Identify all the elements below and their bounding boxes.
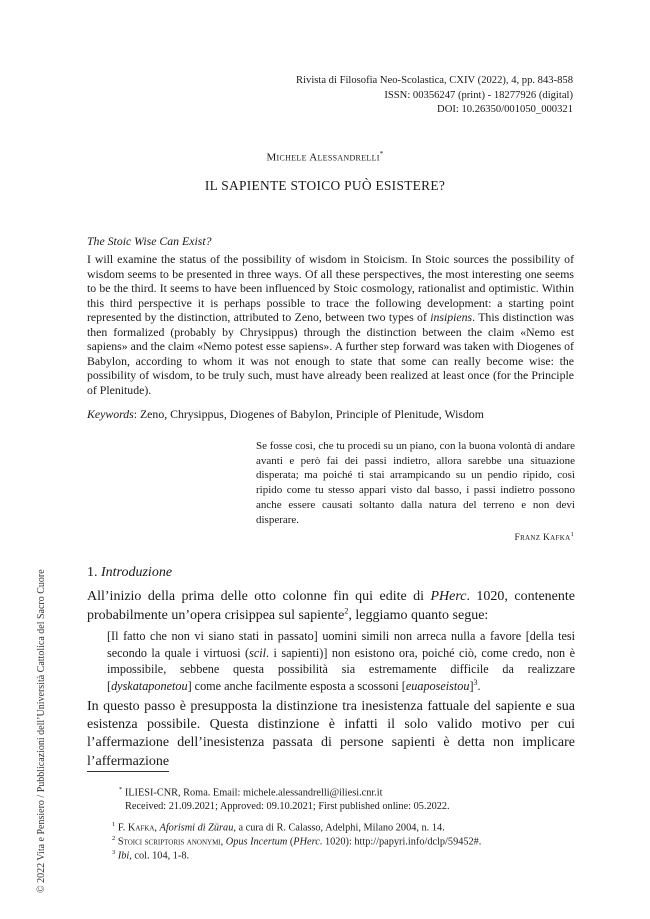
journal-header [296,74,573,118]
body-paragraph-2: In questo passo è presupposta la distinzione tra inesistenza fattuale del sapiente e sua esistenza possibile. Questa distinzione è infatti il solo valido motivo per cui l’affermazione dell’inesistenza passata di persone sapienti è detta non implicare l’affermazione [87,699,575,769]
journal-citation: Rivista di Filosofia Neo-Scolastica, CXIV (2022), 4, pp. 843-858 [296,75,573,86]
block-quote: [Il fatto che non vi siano stati in passato] uomini simili non arreca nulla a favore [della tesi secondo la quale i virtuosi (scil. i sapienti)] non esistono ora, poiché ciò, come credo, non è impossibile, sebbene questa possibilità sia estremamente difficile da realizzare [dyskataponetou] come anche facilmente esposta a scossoni [euaposeistou]$^3$. [107,629,575,693]
section-heading: 1. Introduzione [87,565,173,580]
abstract-title: The Stoic Wise Can Exist? [87,234,212,248]
keywords-list: : Zeno, Chrysippus, Diogenes of Babylon, Principle of Plenitude, Wisdom [133,407,484,421]
footnote-author: * ILIESI-CNR, Roma. Email: michele.alessandrelli@iliesi.cnr.it Received: 21.09.2021; Approved: 09.10.2021; First published online: 05.2022. [119,786,450,813]
footnote-1: $^1$ F. Kafka, Aforismi di Zürau, a cura di R. Calasso, Adelphi, Milano 2004, n. 14. [112,821,445,834]
epigraph-author: Franz Kafka$^1$ [514,531,574,544]
copyright-sidebar: © 2022 Vita e Pensiero / Pubblicazioni dell’Università Cattolica del Sacro Cuore [36,569,47,893]
footnote-ref-3: 3 [473,677,478,687]
doi-line: DOI: 10.26350/001050_000321 [437,104,573,115]
author-footnote-mark: * [379,150,384,158]
author-name: Michele Alessandrelli* [266,150,384,164]
epigraph-quote: Se fosse così, che tu procedi su un piano, con la buona volontà di andare avanti e però fai dei passi indietro, allora sarebbe una situazione disperata; ma poiché ti stai arrampicando su un pendio ripido, così ripido come tu stesso appari visto dal basso, i passi indietro possono anche essere causati soltanto dalla natura del terreno e non devi disperare. [256,440,575,526]
footnote-2: $^2$ Stoici scriptoris anonymi, Opus Incertum (PHerc. 1020): http://papyri.info/dclp/59452#. [112,835,482,848]
footnote-3: $^3$ Ibi, col. 104, 1-8. [112,849,190,862]
abstract-text: I will examine the status of the possibility of wisdom in Stoicism. In Stoic sources the possibility of wisdom seems to be presented in three ways. Of all these perspectives, the most interesting one seems to be the third. It seems to have been influenced by Stoic cosmology, rationalist and optimistic. Within this third perspective it is perhaps possible to trace the following development: a starting point represented by the distinction, attributed to Zeno, between two types of insipiens. This distinction was then formalized (probably by Chrysippus) through the distinction between the claim «Nemo est sapiens» and the claim «Nemo potest esse sapiens». A further step forward was taken with Diogenes of Babylon, according to whom it was not enough to state that some can really become wise: the possibility of wisdom, to be truly such, must have already been realized at least once (for the Principle of Plenitude). [87,252,574,397]
keywords-label: Keywords [87,407,134,421]
article-title: IL SAPIENTE STOICO PUÒ ESISTERE? [204,178,446,193]
footnote-ref-2: 2 [344,606,349,616]
keywords [87,407,574,422]
footnote-divider [87,771,169,772]
issn-line: ISSN: 00356247 (print) - 18277926 (digital) [384,89,573,101]
body-paragraph-1: All’inizio della prima delle otto colonne fin qui edite di PHerc. 1020, contenente probabilmente un’opera crisippea sul sapiente$^2$, leggiamo quanto segue: [87,589,575,623]
